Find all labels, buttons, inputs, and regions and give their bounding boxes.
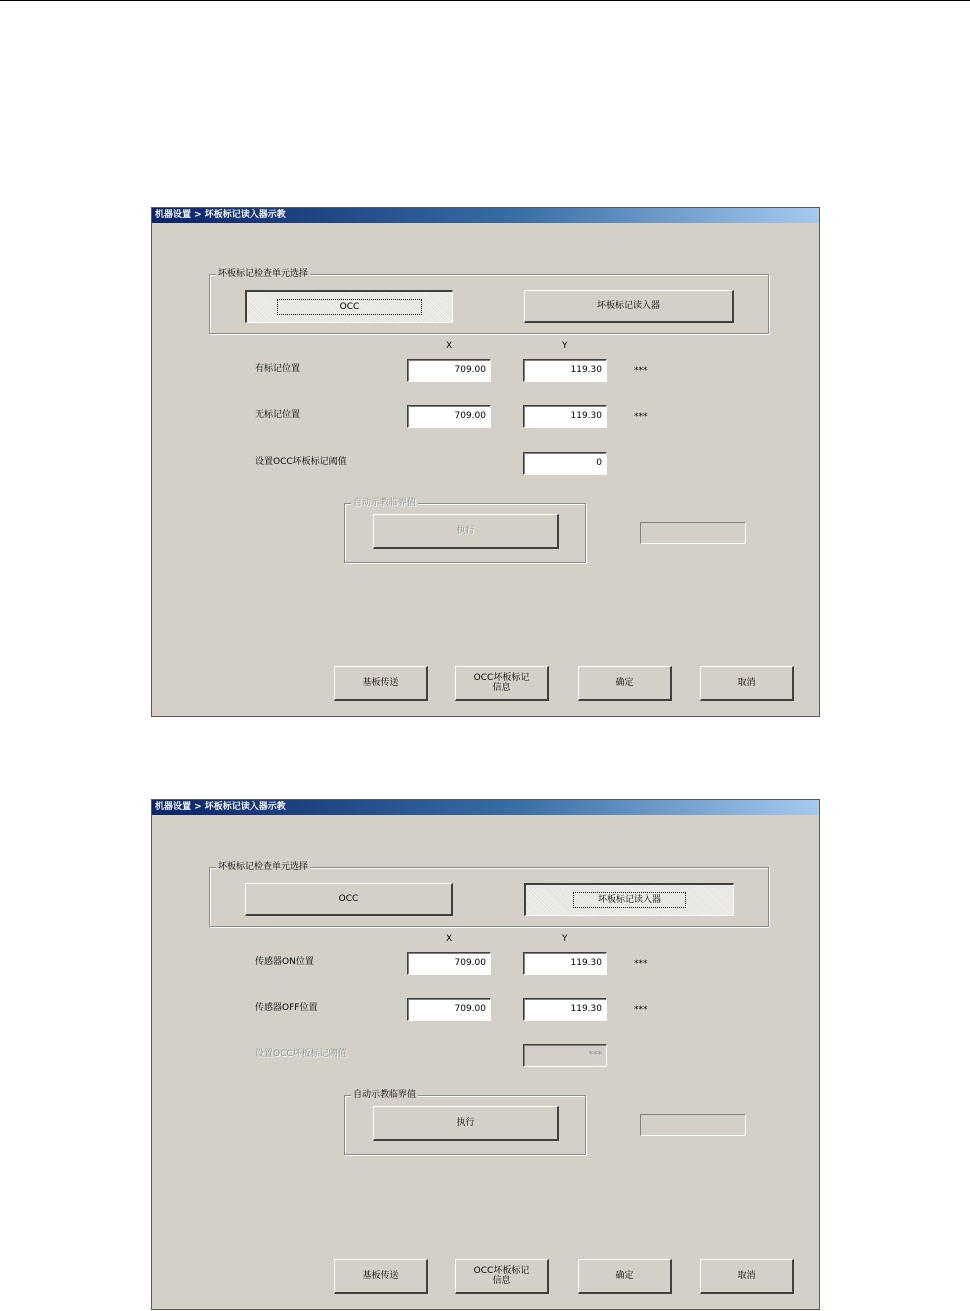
board-transfer-button[interactable] xyxy=(334,666,428,701)
occ-bad-mark-info-button[interactable] xyxy=(455,1259,549,1294)
auto-teach-result-field xyxy=(640,522,746,544)
no-mark-position-y-input[interactable]: 119.30 xyxy=(523,405,607,428)
row-label-mark-position: 有标记位置 xyxy=(255,364,301,374)
column-y-header: Y xyxy=(562,934,568,944)
auto-teach-group-label: 自动示教临界值 xyxy=(353,498,417,508)
no-mark-position-status: *** xyxy=(634,412,648,422)
occ-button-label: OCC xyxy=(280,302,420,312)
bad-mark-reader-button-label: 坏板标记读入器 xyxy=(576,895,683,905)
no-mark-position-x-input[interactable]: 709.00 xyxy=(407,405,491,428)
occ-button[interactable] xyxy=(245,290,453,323)
mark-position-y-input[interactable]: 119.30 xyxy=(523,359,607,382)
dialog-occ-mode xyxy=(151,207,820,717)
auto-teach-group-label: 自动示教临界值 xyxy=(353,1090,417,1100)
ok-button[interactable] xyxy=(578,1259,672,1294)
ok-button-label: 确定 xyxy=(615,1271,634,1281)
threshold-label: 设置OCC坏板标记阈值 xyxy=(255,1049,347,1059)
row-label-sensor-off-position: 传感器OFF位置 xyxy=(255,1003,318,1013)
sensor-on-y-input[interactable]: 119.30 xyxy=(523,952,607,975)
sensor-off-y-input[interactable]: 119.30 xyxy=(523,998,607,1021)
window-title: 机器设置 > 坏板标记读入器示教 xyxy=(152,208,819,223)
mark-position-status: *** xyxy=(634,366,648,376)
board-transfer-button[interactable] xyxy=(334,1259,428,1294)
cancel-button-label: 取消 xyxy=(737,678,756,688)
column-y-header: Y xyxy=(562,341,568,351)
page-top-rule xyxy=(0,0,970,1)
execute-button-label: 执行 xyxy=(456,1118,475,1128)
ok-button-label: 确定 xyxy=(615,678,634,688)
board-transfer-button-label: 基板传送 xyxy=(362,678,399,688)
sensor-off-x-input[interactable]: 709.00 xyxy=(407,998,491,1021)
cancel-button[interactable] xyxy=(700,666,794,701)
occ-bad-mark-info-button-label: OCC坏板标记 信息 xyxy=(473,673,530,693)
column-x-header: X xyxy=(446,934,453,944)
occ-bad-mark-info-button-label: OCC坏板标记 信息 xyxy=(473,1266,530,1286)
sensor-off-status: *** xyxy=(634,1005,648,1015)
unit-select-group-label: 坏板标记检查单元选择 xyxy=(218,269,309,279)
threshold-input[interactable]: 0 xyxy=(523,452,607,475)
cancel-button[interactable] xyxy=(700,1259,794,1294)
threshold-label: 设置OCC坏板标记阈值 xyxy=(255,457,347,467)
bad-mark-reader-button[interactable] xyxy=(524,883,734,916)
ok-button[interactable] xyxy=(578,666,672,701)
execute-button[interactable] xyxy=(373,1106,559,1141)
window-title: 机器设置 > 坏板标记读入器示教 xyxy=(152,800,819,815)
threshold-input[interactable]: *** xyxy=(523,1044,607,1067)
execute-button-label: 执行 xyxy=(456,526,475,536)
row-label-no-mark-position: 无标记位置 xyxy=(255,410,301,420)
auto-teach-result-field xyxy=(640,1114,746,1136)
unit-select-group-label: 坏板标记检查单元选择 xyxy=(218,862,309,872)
dialog-reader-mode xyxy=(151,799,820,1310)
column-x-header: X xyxy=(446,341,453,351)
sensor-on-x-input[interactable]: 709.00 xyxy=(407,952,491,975)
bad-mark-reader-button[interactable] xyxy=(524,290,734,323)
execute-button[interactable] xyxy=(373,514,559,549)
board-transfer-button-label: 基板传送 xyxy=(362,1271,399,1281)
sensor-on-status: *** xyxy=(634,959,648,969)
bad-mark-reader-button-label: 坏板标记读入器 xyxy=(596,301,660,311)
row-label-sensor-on-position: 传感器ON位置 xyxy=(255,957,314,967)
occ-bad-mark-info-button[interactable] xyxy=(455,666,549,701)
occ-button[interactable] xyxy=(245,883,453,916)
occ-button-label: OCC xyxy=(338,894,359,904)
cancel-button-label: 取消 xyxy=(737,1271,756,1281)
mark-position-x-input[interactable]: 709.00 xyxy=(407,359,491,382)
